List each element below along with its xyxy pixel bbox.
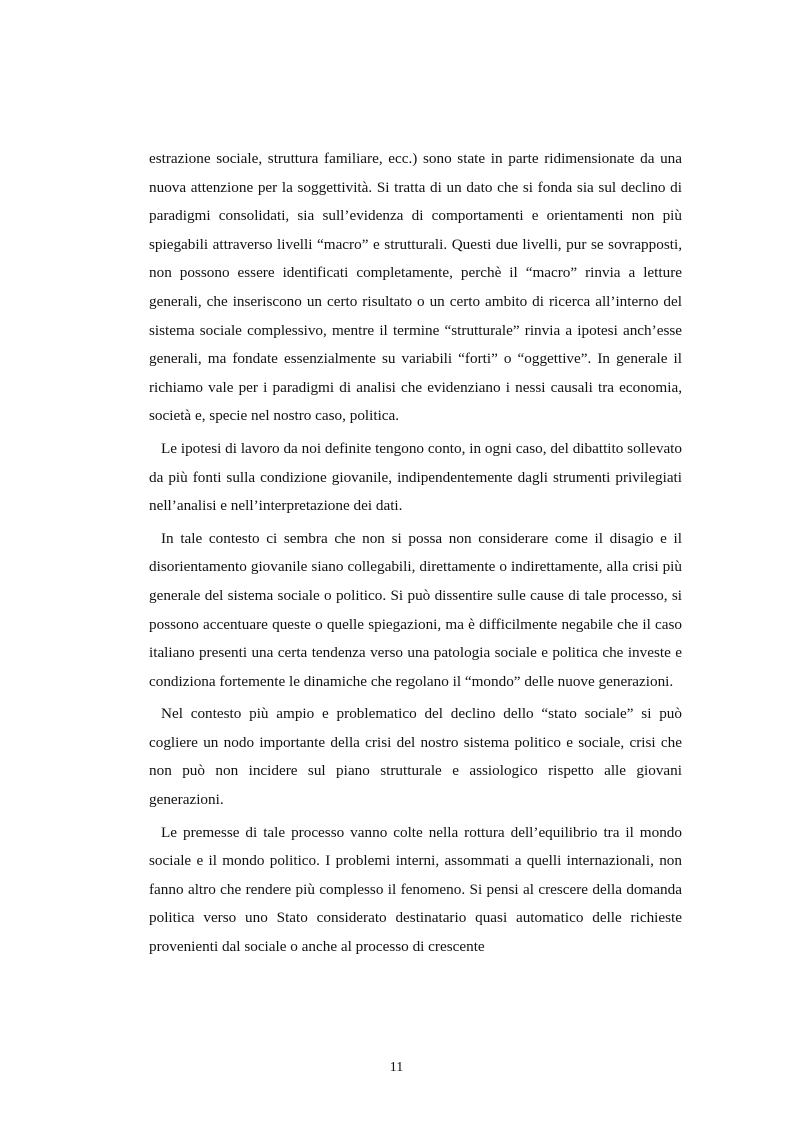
paragraph-welfare-state-decline: Nel contesto più ampio e problematico del declino dello “stato sociale” si può cogliere un nodo importante della crisi del nostro sistema politico e sociale, crisi che non può non incidere sul piano strutturale e assiologico rispetto alle giovani generazioni. <box>149 705 682 809</box>
paragraph-youth-disorientation: In tale contesto ci sembra che non si possa non considerare come il disagio e il disorientamento giovanile siano collegabili, direttamente o indirettamente, alla crisi più generale del sistema sociale o politico. Si può dissentire sulle cause di tale processo, si possono accentuare queste o quelle spiegazioni, ma è difficilmente negabile che il caso italiano presenti una certa tendenza verso una patologia sociale e politica che investe e condiziona fortemente le dinamiche che regolano il “mondo” delle nuove generazioni. <box>149 529 682 690</box>
paragraph-balance-rupture: Le premesse di tale processo vanno colte nella rottura dell’equilibrio tra il mondo sociale e il mondo politico. I problemi interni, assommati a quelli internazionali, non fanno altro che rendere più complesso il fenomeno. Si pensi al crescere della domanda politica verso uno Stato considerato destinatario quasi automatico delle richieste provenienti dal sociale o anche al processo di crescente <box>149 823 682 956</box>
page-number: 11 <box>389 1060 404 1075</box>
paragraph-continuation: estrazione sociale, struttura familiare, ecc.) sono state in parte ridimensionate da una nuova attenzione per la soggettività. Si tratta di un dato che si fonda sia sul declino di paradigmi consolidati, sia sull’evidenza di comportamenti e orientamenti non più spiegabili attraverso livelli “macro” e strutturali. Questi due livelli, pur se sovrapposti, non possono essere identificati completamente, perchè il “macro” rinvia a letture generali, che inseriscono un certo risultato o un certo ambito di ricerca all’interno del sistema sociale complessivo, mentre il termine “strutturale” rinvia a ipotesi anch’esse generali, ma fondate essenzialmente su variabili “forti” o “oggettive”. In generale il richiamo vale per i paradigmi di analisi che evidenziano i nessi causali tra economia, società e, specie nel nostro caso, politica. <box>149 150 682 425</box>
body-text <box>149 145 682 966</box>
paragraph-working-hypotheses: Le ipotesi di lavoro da noi definite tengono conto, in ogni caso, del dibattito sollevato da più fonti sulla condizione giovanile, indipendentemente dagli strumenti privilegiati nell’analisi e nell’interpretazione dei dati. <box>149 439 682 515</box>
